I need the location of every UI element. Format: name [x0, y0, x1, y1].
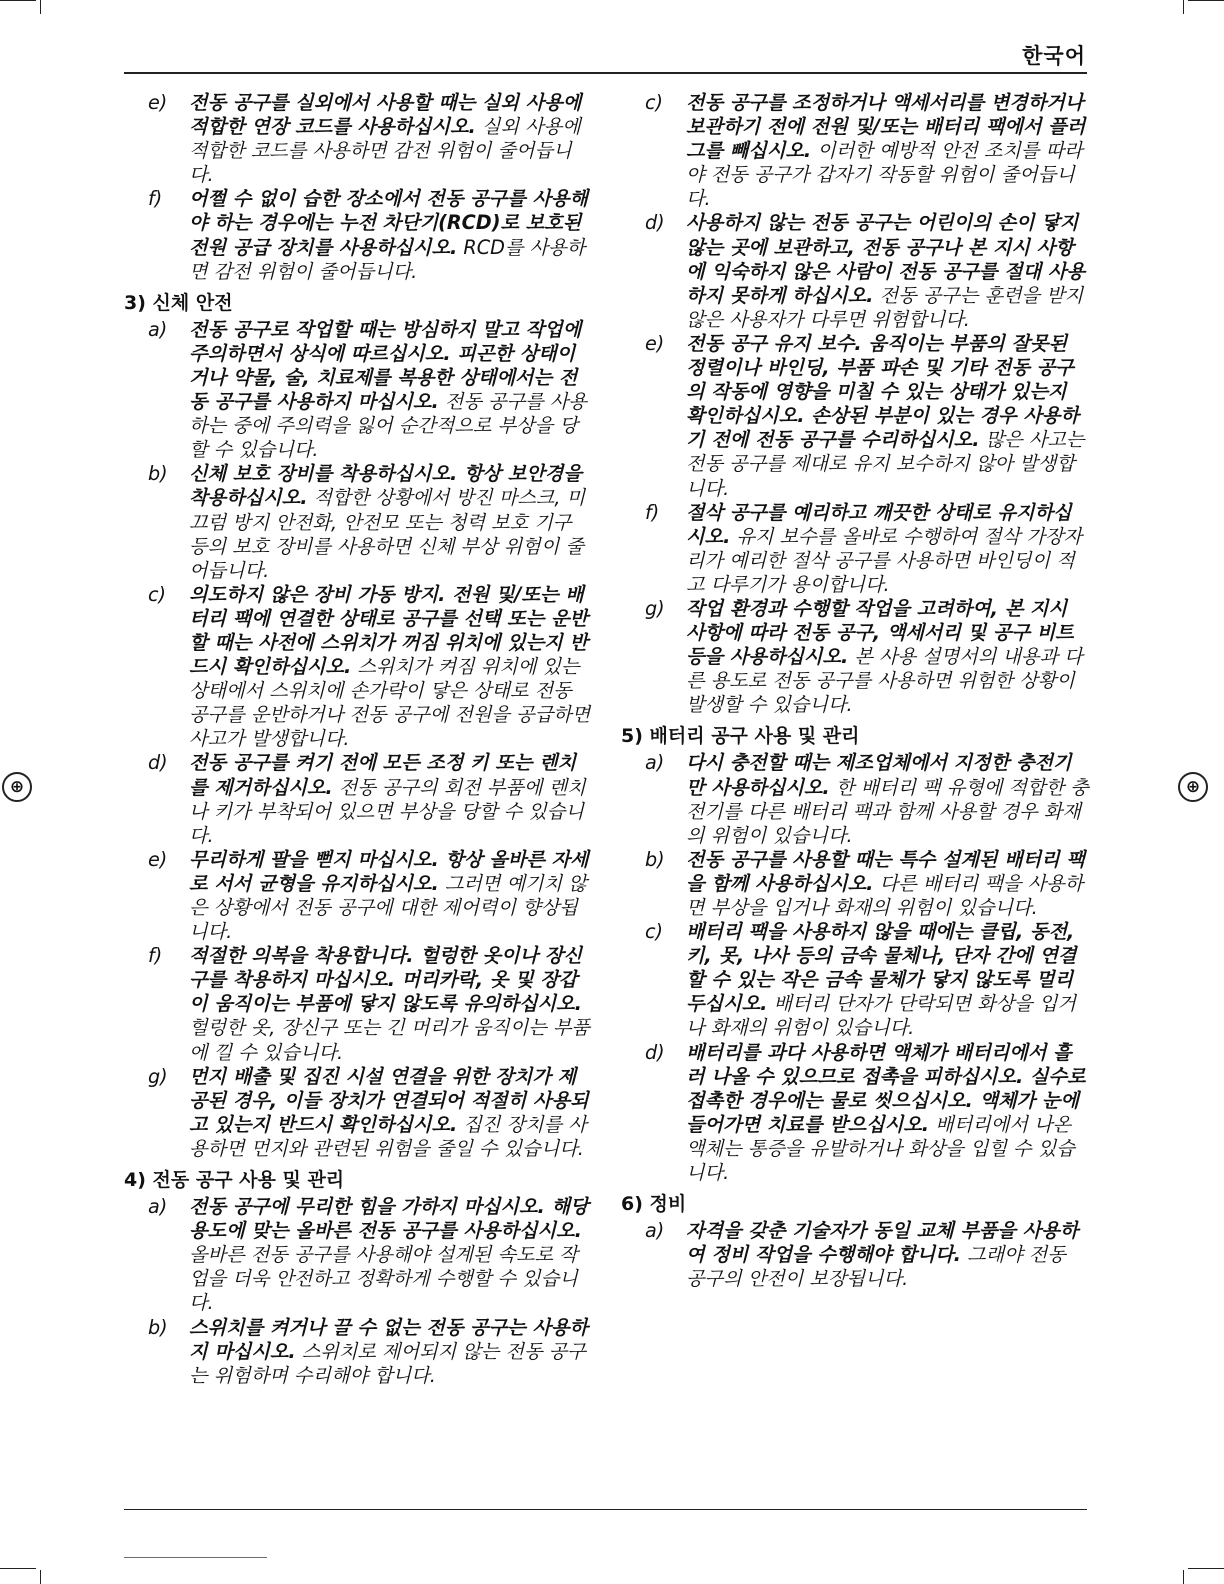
- item-marker: g): [645, 596, 665, 620]
- crop-mark: [0, 0, 36, 1]
- crop-mark: [1183, 0, 1184, 14]
- item-instruction: 전동 공구를 조정하거나 액세서리를 변경하거나 보관하기 전에 전원 및/또는 배터리 팩에서 플러그를 빼십시오.: [686, 91, 1086, 163]
- list-item: [621, 332, 1089, 501]
- item-marker: c): [148, 582, 167, 606]
- list-item: [124, 848, 592, 944]
- item-explanation: 유지 보수를 올바로 수행하여 절삭 가장자리가 예리한 절삭 공구를 사용하면 바인딩이 적고 다루기가 용이합니다.: [686, 524, 1083, 596]
- item-explanation: 스위치로 제어되지 않는 전동 공구는 위험하며 수리해야 합니다.: [189, 1339, 586, 1387]
- list-item: [124, 751, 592, 847]
- section-title: 5) 배터리 공구 사용 및 관리: [621, 725, 860, 748]
- item-instruction: 전동 공구를 켜기 전에 모든 조정 키 또는 렌치를 제거하십시오.: [189, 751, 577, 799]
- item-instruction: 전동 공구로 작업할 때는 방심하지 말고 작업에 주의하면서 상식에 따르십시오. 피곤한 상태이거나 약물, 술, 치료제를 복용한 상태에서는 전동 공구를 사용하지 마십시오.: [189, 317, 582, 414]
- crop-mark: [1188, 1568, 1224, 1569]
- section-title: 4) 전동 공구 사용 및 관리: [124, 1169, 345, 1192]
- item-marker: a): [148, 1195, 168, 1219]
- item-instruction: 다시 충전할 때는 제조업체에서 지정한 충전기만 사용하십시오.: [686, 751, 1072, 799]
- item-instruction: 의도하지 않은 장비 가동 방지. 전원 및/또는 배터리 팩에 연결한 상태로 공구를 선택 또는 운반할 때는 사전에 스위치가 꺼짐 위치에 있는지 반드시 확인하십시오.: [189, 582, 588, 679]
- section: [124, 1167, 592, 1388]
- item-explanation: 배터리에서 나온 액체는 통증을 유발하거나 화상을 입힐 수 있습니다.: [686, 1112, 1075, 1185]
- item-instruction: 자격을 갖춘 기술자가 동일 교체 부품을 사용하여 정비 작업을 수행해야 합니다.: [686, 1219, 1079, 1267]
- item-explanation: 그래야 전동 공구의 안전이 보장됩니다.: [686, 1243, 1066, 1291]
- item-instruction: 작업 환경과 수행할 작업을 고려하여, 본 지시 사항에 따라 전동 공구, 액세서리 및 공구 비트 등을 사용하십시오.: [686, 596, 1074, 669]
- list-item: [124, 187, 592, 283]
- item-explanation: 올바른 전동 공구를 사용해야 설계된 속도로 작업을 더욱 안전하고 정확하게 수행할 수 있습니다.: [189, 1243, 578, 1315]
- item-marker: b): [645, 847, 665, 871]
- item-explanation: 그러면 예기치 않은 상황에서 전동 공구에 대한 제어력이 향상됩니다.: [189, 871, 587, 944]
- item-instruction: 절삭 공구를 예리하고 깨끗한 상태로 유지하십시오.: [686, 500, 1072, 548]
- item-explanation: RCD를 사용하면 감전 위험이 줄어듭니다.: [189, 235, 586, 283]
- list-item: [124, 462, 592, 582]
- left-column: [124, 91, 592, 1388]
- list-item: [124, 583, 592, 752]
- list-item: [124, 91, 592, 187]
- item-instruction: 어쩔 수 없이 습한 장소에서 전동 공구를 사용해야 하는 경우에는 누전 차단기(RCD)로 보호된 전원 공급 장치를 사용하십시오.: [189, 187, 588, 259]
- item-explanation: 전동 공구를 사용하는 중에 주의력을 잃어 순간적으로 부상을 당할 수 있습니다.: [189, 390, 587, 462]
- item-instruction: 사용하지 않는 전동 공구는 어린이의 손이 닿지 않는 곳에 보관하고, 전동 공구나 본 지시 사항에 익숙하지 않은 사람이 전동 공구를 절대 사용하지 못하게 하십시오.: [686, 211, 1085, 307]
- item-explanation: 전동 공구는 훈련을 받지 않은 사용자가 다루면 위험합니다.: [686, 283, 1084, 331]
- item-marker: d): [148, 751, 168, 775]
- item-instruction: 전동 공구를 실외에서 사용할 때는 실외 사용에 적합한 연장 코드를 사용하십시오.: [189, 91, 582, 139]
- list-item: [621, 91, 1089, 211]
- section: [621, 1191, 1089, 1291]
- footer-rule: [124, 1509, 1087, 1510]
- item-marker: a): [148, 317, 168, 341]
- item-instruction: 적절한 의복을 착용합니다. 헐렁한 옷이나 장신구를 착용하지 마십시오. 머리카락, 옷 및 장갑이 움직이는 부품에 닿지 않도록 유의하십시오.: [189, 944, 582, 1016]
- item-marker: e): [148, 91, 168, 114]
- item-explanation: 헐렁한 옷, 장신구 또는 긴 머리가 움직이는 부품에 낄 수 있습니다.: [189, 1016, 590, 1064]
- list-item: [124, 1195, 592, 1315]
- list-item: [124, 1065, 592, 1161]
- item-marker: e): [148, 847, 168, 871]
- item-explanation: 한 배터리 팩 유형에 적합한 충전기를 다른 배터리 팩과 함께 사용할 경우 화재의 위험이 있습니다.: [686, 775, 1089, 847]
- list-item: [621, 597, 1089, 717]
- item-instruction: 전동 공구 유지 보수. 움직이는 부품의 잘못된 정렬이나 바인딩, 부품 파손 및 기타 전동 공구의 작동에 영향을 미칠 수 있는 상태가 있는지 확인하십시오. 손상된 부분이 있는 경우 사용하기 전에 전동 공구를 수리하십시오.: [686, 331, 1079, 452]
- item-explanation: 실외 사용에 적합한 코드를 사용하면 감전 위험이 줄어듭니다.: [189, 115, 581, 187]
- item-instruction: 전동 공구를 사용할 때는 특수 설계된 배터리 팩을 함께 사용하십시오.: [686, 847, 1085, 895]
- list-item: [621, 1219, 1089, 1291]
- item-explanation: 많은 사고는 전동 공구를 제대로 유지 보수하지 않아 발생합니다.: [686, 428, 1085, 500]
- item-explanation: 다른 배터리 팩을 사용하면 부상을 입거나 화재의 위험이 있습니다.: [686, 871, 1084, 919]
- item-explanation: 전동 공구의 회전 부품에 렌치나 키가 부착되어 있으면 부상을 당할 수 있습니다.: [189, 775, 586, 847]
- registration-mark-right: ⊕: [1178, 772, 1208, 802]
- item-marker: a): [645, 1219, 665, 1243]
- list-item: [621, 848, 1089, 920]
- crop-mark: [40, 1570, 41, 1584]
- item-instruction: 스위치를 켜거나 끌 수 없는 전동 공구는 사용하지 마십시오.: [189, 1315, 588, 1363]
- item-instruction: 전동 공구에 무리한 힘을 가하지 마십시오. 해당 용도에 맞는 올바른 전동 공구를 사용하십시오.: [189, 1195, 589, 1243]
- item-instruction: 신체 보호 장비를 착용하십시오. 항상 보안경을 착용하십시오.: [189, 462, 582, 510]
- section: [124, 290, 592, 1161]
- list-item: [124, 318, 592, 463]
- list-item: [621, 501, 1089, 597]
- footer-link-rule: [124, 1557, 267, 1558]
- item-instruction: 먼지 배출 및 집진 시설 연결을 위한 장치가 제공된 경우, 이들 장치가 연결되어 적절히 사용되고 있는지 반드시 확인하십시오.: [189, 1064, 589, 1136]
- item-instruction: 무리하게 팔을 뻗지 마십시오. 항상 올바른 자세로 서서 균형을 유지하십시오.: [189, 847, 589, 895]
- list-item: [124, 1316, 592, 1388]
- item-explanation: 스위치가 켜짐 위치에 있는 상태에서 스위치에 손가락이 닿은 상태로 전동 공구를 운반하거나 전동 공구에 전원을 공급하면 사고가 발생합니다.: [189, 655, 591, 751]
- item-instruction: 배터리를 과다 사용하면 액체가 배터리에서 흘러 나올 수 있으므로 접촉을 피하십시오. 실수로 접촉한 경우에는 물로 씻으십시오. 액체가 눈에 들어가면 치료를 받으십시오.: [686, 1040, 1086, 1136]
- item-marker: b): [148, 1315, 168, 1339]
- item-marker: e): [645, 331, 665, 355]
- list-item: [621, 1041, 1089, 1186]
- list-item: [621, 920, 1089, 1040]
- item-explanation: 본 사용 설명서의 내용과 다른 용도로 전동 공구를 사용하면 위험한 상황이 발생할 수 있습니다.: [686, 645, 1083, 717]
- section: [621, 723, 1089, 1185]
- registration-mark-left: ⊕: [2, 772, 32, 802]
- item-marker: d): [645, 211, 665, 235]
- language-label: 한국어: [1022, 44, 1086, 68]
- item-marker: a): [645, 751, 665, 775]
- list-item: [621, 751, 1089, 847]
- item-marker: b): [148, 462, 168, 486]
- section-title: 6) 정비: [621, 1193, 687, 1216]
- item-explanation: 적합한 상황에서 방진 마스크, 미끄럼 방지 안전화, 안전모 또는 청력 보호 기구 등의 보호 장비를 사용하면 신체 부상 위험이 줄어듭니다.: [189, 486, 586, 582]
- list-item: [621, 211, 1089, 331]
- item-marker: f): [148, 187, 163, 211]
- right-column: [621, 91, 1089, 1291]
- crop-mark: [40, 0, 41, 14]
- item-marker: g): [148, 1064, 168, 1088]
- crop-mark: [1188, 0, 1224, 1]
- item-instruction: 배터리 팩을 사용하지 않을 때에는 클립, 동전, 키, 못, 나사 등의 금속 물체나, 단자 간에 연결할 수 있는 작은 금속 물체가 닿지 않도록 멀리 두십시오.: [686, 920, 1077, 1016]
- item-explanation: 집진 장치를 사용하면 먼지와 관련된 위험을 줄일 수 있습니다.: [189, 1112, 587, 1160]
- item-marker: f): [148, 944, 163, 968]
- item-marker: f): [645, 500, 660, 524]
- header-rule: [124, 72, 1087, 74]
- crop-mark: [0, 1568, 36, 1569]
- crop-mark: [1183, 1570, 1184, 1584]
- item-explanation: 배터리 단자가 단락되면 화상을 입거나 화재의 위험이 있습니다.: [686, 992, 1076, 1040]
- section-title: 3) 신체 안전: [124, 291, 233, 314]
- item-marker: c): [645, 920, 664, 944]
- list-item: [124, 944, 592, 1064]
- item-explanation: 이러한 예방적 안전 조치를 따라야 전동 공구가 갑자기 작동할 위험이 줄어듭니다.: [686, 139, 1083, 211]
- item-marker: d): [645, 1040, 665, 1064]
- item-marker: c): [645, 91, 664, 114]
